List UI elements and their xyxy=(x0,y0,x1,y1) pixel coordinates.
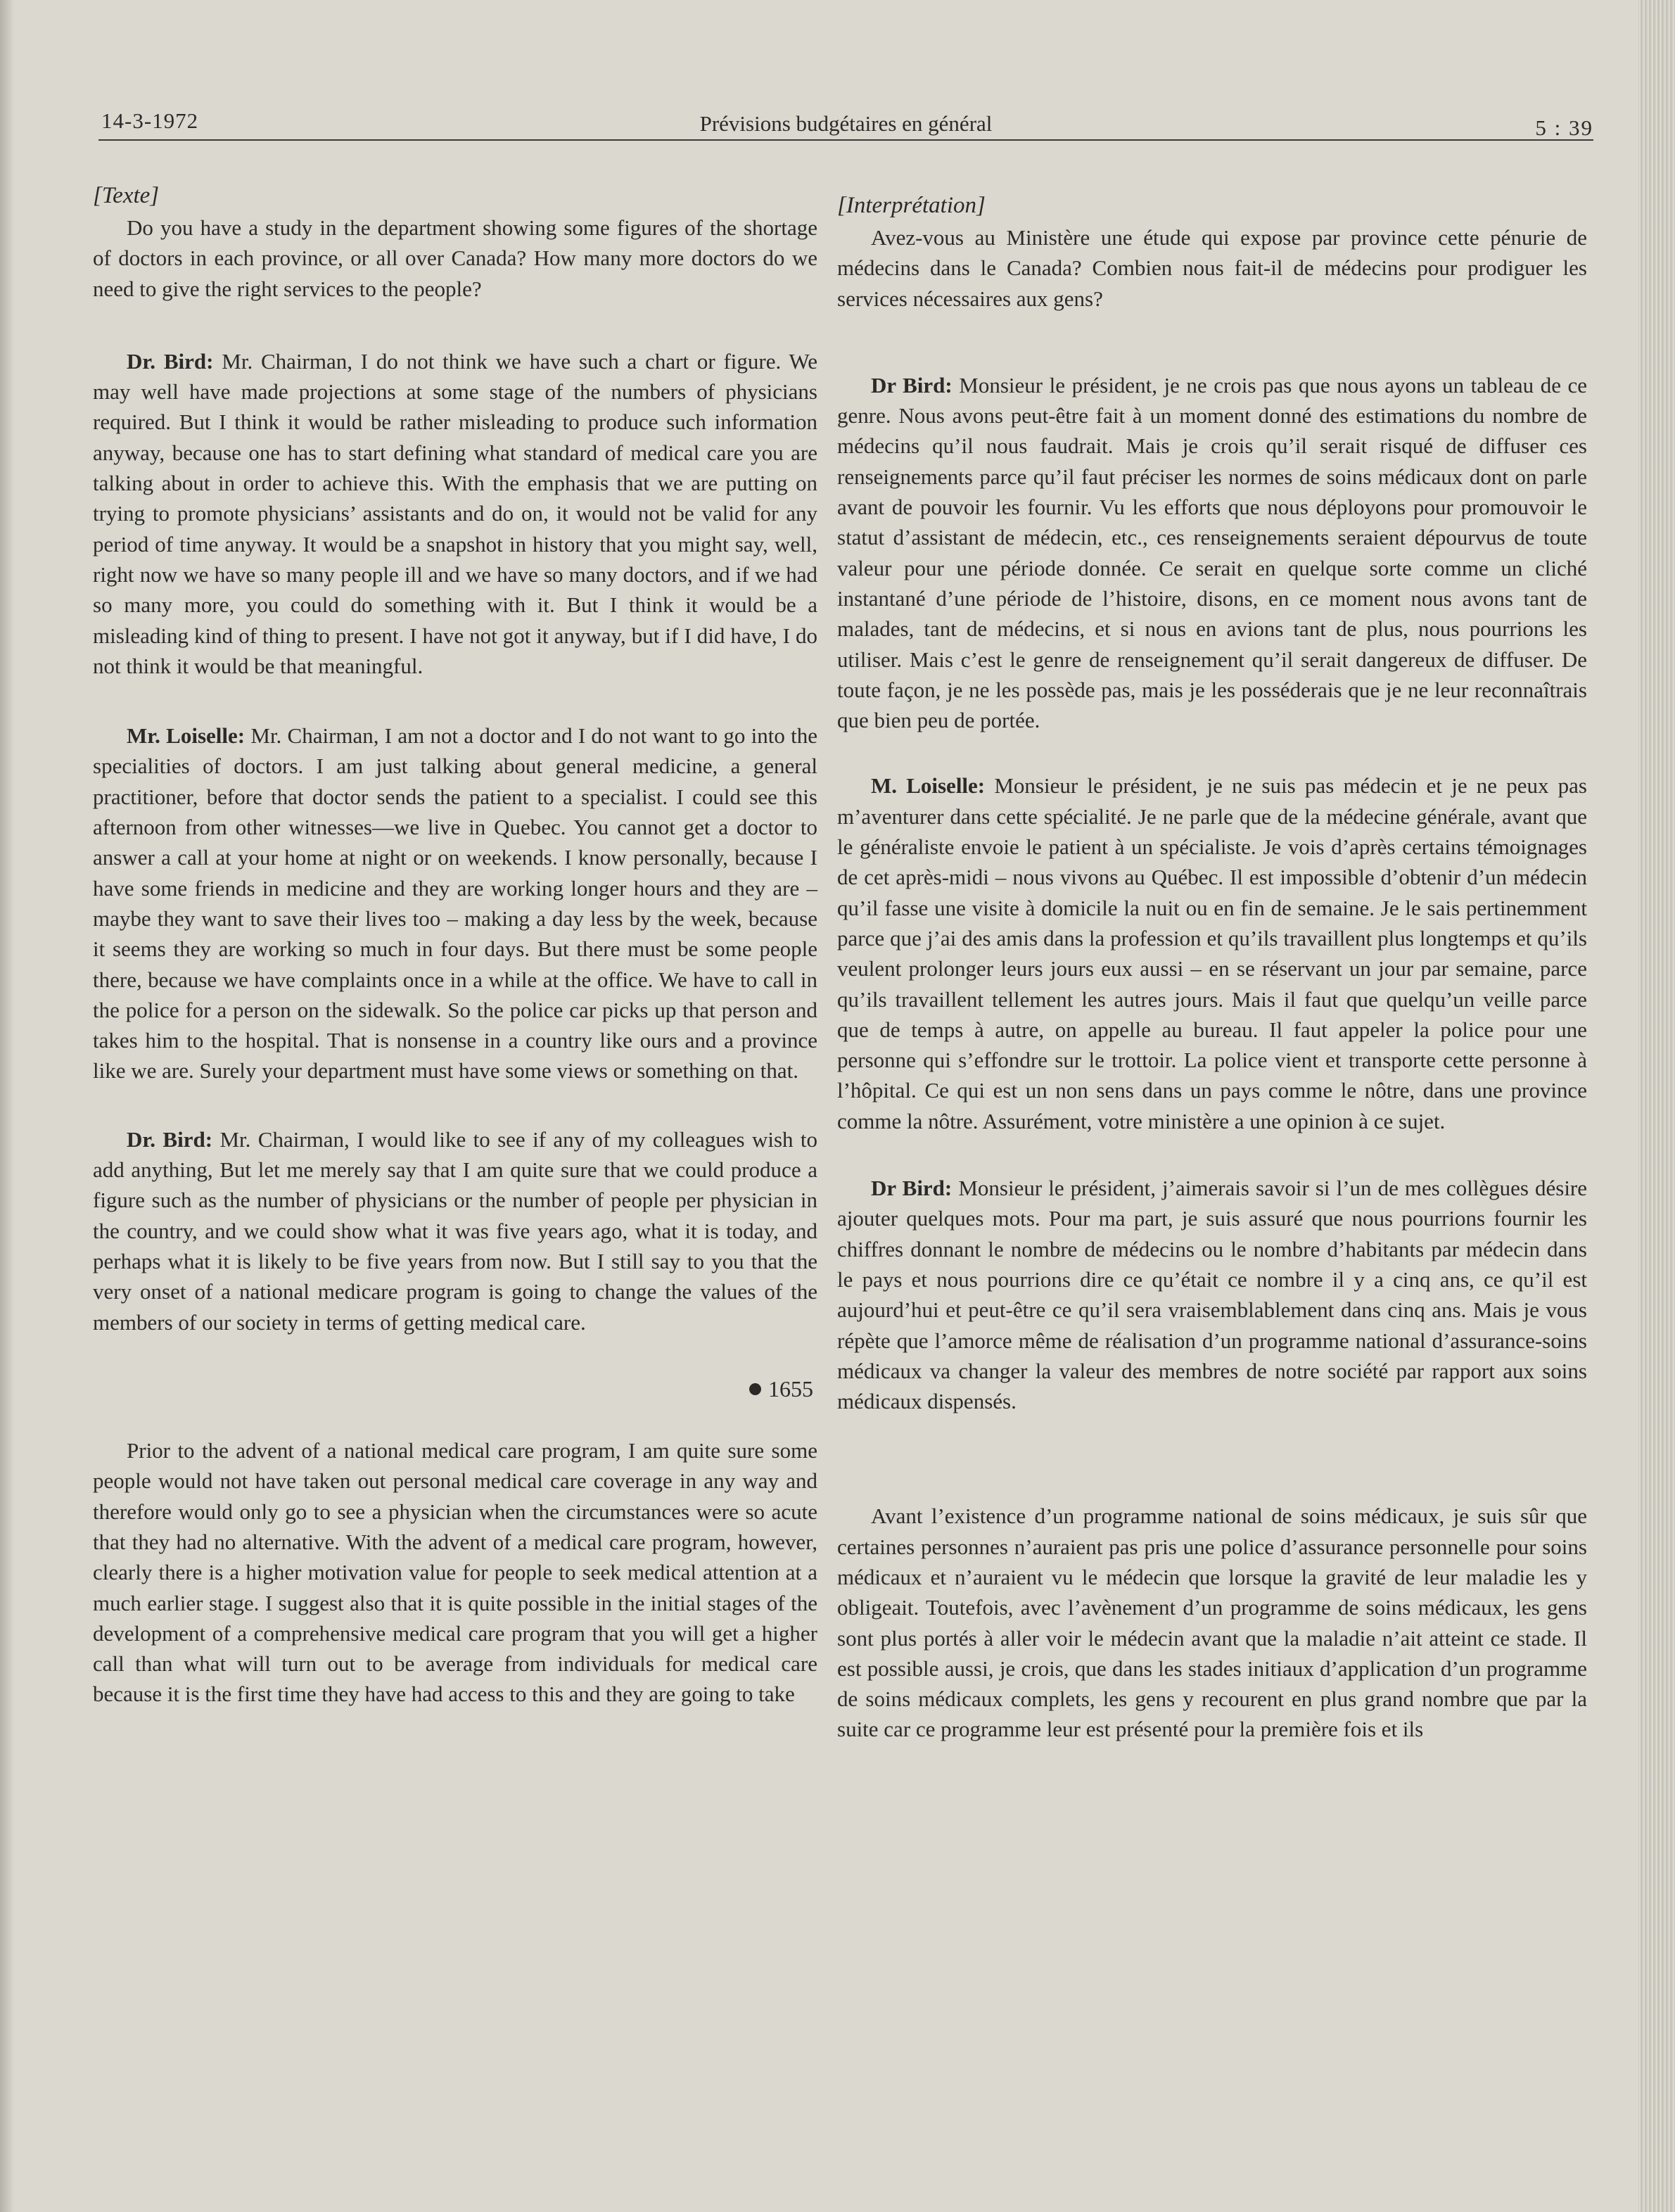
header-title: Prévisions budgétaires en général xyxy=(699,111,993,136)
section-tag-interpretation: [Interprétation] xyxy=(837,193,986,218)
page-edge xyxy=(1638,0,1675,2212)
bird-reply-1 xyxy=(93,346,817,681)
speech-text: Mr. Chairman, I am not a doctor and I do not want to go into the specialities of doctors. I am just talking about general medicine, a general practitioner, before that doctor sends the patient to a specialist. I could see this afternoon from other witnesses—we live in Quebec. You cannot get a doctor to answer a call at your home at night or on weekends. I know personally, because I have some friends in medicine and they are working longer hours and they are – maybe they want to save their lives too – making a day less by the week, because it seems they are working so much in four days. But there must be some people there, because we have complaints once in a while at the office. We have to call in the police for a person on the sidewalk. So the police car picks up that person and takes him to the hospital. That is nonsense in a country like ours and a province like we are. Surely your department must have some views or something on that. xyxy=(93,723,818,1083)
question-paragraph: Do you have a study in the department showing some figures of the shortage of doctors in each province, or all over Canada? How many more doctors do we need to give the right services to the people? xyxy=(93,215,817,301)
header-date: 14-3-1972 xyxy=(101,108,199,133)
bird-reply-2 xyxy=(837,1173,1587,1416)
speaker-label: Dr Bird: xyxy=(871,1176,953,1201)
speech-text: Mr. Chairman, I would like to see if any of my colleagues wish to add anything, But let me merely say that I am quite sure that we could produce a figure such as the number of physicians or the number of people per physician in the country, and we could show what it was five years ago, what it is today, and perhaps what it is likely to be five years from now. But I still say to you that the very onset of a national medicare program is going to change the values of the members of our society in terms of getting medical care. xyxy=(93,1126,818,1335)
speech-text: Monsieur le président, je ne crois pas que nous ayons un tableau de ce genre. Nous avons peut-être fait à un moment donné des estimations du nombre de médecins qu’il nous faudrait. Mais je crois qu’il serait risqué de diffuser ces renseignements parce qu’il faut préciser les normes de soins médicaux dont on parle avant de pouvoir les fournir. Vu les efforts que nous déployons pour promouvoir le statut d’assistant de médecin, etc., ces renseignements seraient dépourvus de toute valeur pour une période donnée. Ce serait en quelque sorte comme un cliché instantané d’une période de l’histoire, disons, en ce moment nous avons tant de malades, tant de médecins, et si nous en avions tant de plus, nous pourrions les utiliser. Mais c’est le genre de renseignement qu’il serait dangereux de diffuser. De toute façon, je ne les possède pas, mais je les posséderais que je ne leur reconnaîtrais que bien peu de portée. xyxy=(837,372,1588,733)
speaker-label: Mr. Loiselle: xyxy=(127,723,246,749)
speech-text: Monsieur le président, j’aimerais savoir si l’un de mes collègues désire ajouter quelques mots. Pour ma part, je suis assuré que nous pourrions fournir les chiffres donnant le nombre de médecins ou le nombre d’habitants par médecin dans le pays et nous pourrions dire ce qu’était ce nombre il y a cinq ans, ce qu’il est aujourd’hui et peut-être ce qu’il sera vraisemblablement dans cinq ans. Mais je vous répète que l’amorce même de réalisation d’un programme national d’assurance-soins médicaux va changer la valeur des membres de notre société par rapport aux soins médicaux dispensés. xyxy=(837,1176,1588,1414)
speaker-label: Dr. Bird: xyxy=(127,1126,213,1152)
loiselle-statement xyxy=(93,720,817,1086)
question-paragraph: Avez-vous au Ministère une étude qui expose par province cette pénurie de médecins dans le Canada? Combien nous fait-il de médecins pour prodiguer les services nécessaires aux gens? xyxy=(837,225,1587,311)
time-marker xyxy=(93,1374,813,1404)
header-page-number: 5 : 39 xyxy=(1535,115,1593,140)
right-column-french xyxy=(837,180,1587,1745)
continuation-paragraph: Prior to the advent of a national medical care program, I am quite sure some people would not have taken out personal medical care coverage in any way and therefore would only go to see a physician when the circumstances were so acute that they had no alternative. With the advent of a medical care program, however, clearly there is a higher motivation value for people to seek medical attention at a much earlier stage. I suggest also that it is quite possible in the initial stages of the development of a comprehensive medical care program that you will get a higher call than what will turn out to be average from individuals for medical care because it is the first time they have had access to this and they are going to take xyxy=(93,1438,817,1707)
binding-shadow xyxy=(0,0,14,2212)
speech-text: Mr. Chairman, I do not think we have such a chart or figure. We may well have made projections at some stage of the numbers of physicians required. But I think it would be rather misleading to produce such information anyway, because one has to start defining what standard of medical care you are talking about in order to achieve this. With the emphasis that we are putting on trying to promote physicians’ assistants and do on, it would not be valid for any period of time anyway. It would be a snapshot in history that you might say, well, right now we have so many people ill and we have so many doctors, and if we had so many more, you could do something with it. But I think it would be a misleading kind of thing to present. I have not got it anyway, but if I did have, I do not think it would be that meaningful. xyxy=(93,348,818,678)
bird-reply-2 xyxy=(93,1124,817,1337)
bird-reply-1 xyxy=(837,370,1587,736)
speaker-label: M. Loiselle: xyxy=(871,773,986,799)
speech-text: Monsieur le président, je ne suis pas médecin et je ne peux pas m’aventurer dans cette spécialité. Je ne parle que de la médecine générale, avant que le généraliste envoie le patient à un spécialiste. Je vois d’après certains témoignages de cet après-midi – nous vivons au Québec. Il est impossible d’obtenir d’un médecin qu’il fasse une visite à domicile la nuit ou en fin de semaine. Je le sais pertinemment parce que j’ai des amis dans la profession et qu’ils travaillent plus longtemps et qu’ils veulent prolonger leurs jours eux aussi – en se réservant un jour par semaine, parce qu’ils travaillent tellement les autres jours. Mais il faut que quelqu’un veille parce que de temps à autre, on appelle au bureau. Il faut appeler la police pour une personne qui s’effondre sur le trottoir. La police vient et transporte cette personne à l’hôpital. Ce qui est un non sens dans un pays comme le nôtre, dans une province comme la nôtre. Assurément, votre ministère a une opinion à ce sujet. xyxy=(837,773,1587,1133)
page-header xyxy=(98,106,1593,141)
bullet-dot-icon xyxy=(749,1383,761,1395)
time-marker-value: 1655 xyxy=(768,1375,813,1401)
left-column-english xyxy=(93,180,817,1710)
loiselle-statement xyxy=(837,770,1587,1136)
speaker-label: Dr. Bird: xyxy=(127,348,214,374)
section-tag-texte: [Texte] xyxy=(93,183,160,208)
speaker-label: Dr Bird: xyxy=(871,372,953,398)
continuation-paragraph: Avant l’existence d’un programme national de soins médicaux, je suis sûr que certaines personnes n’auraient pas pris une police d’assurance personnelle pour soins médicaux et n’auraient vu le médecin que lorsque la gravité de leur maladie les y obligeait. Toutefois, avec l’avènement d’un programme de soins médicaux, les gens sont plus portés à aller voir le médecin avant que la maladie n’ait atteint ce stade. Il est possible aussi, je crois, que dans les stades initiaux d’application d’un programme de soins médicaux complets, les gens y recourent en plus grand nombre que par la suite car ce programme leur est présenté pour la première fois et ils xyxy=(837,1504,1587,1742)
